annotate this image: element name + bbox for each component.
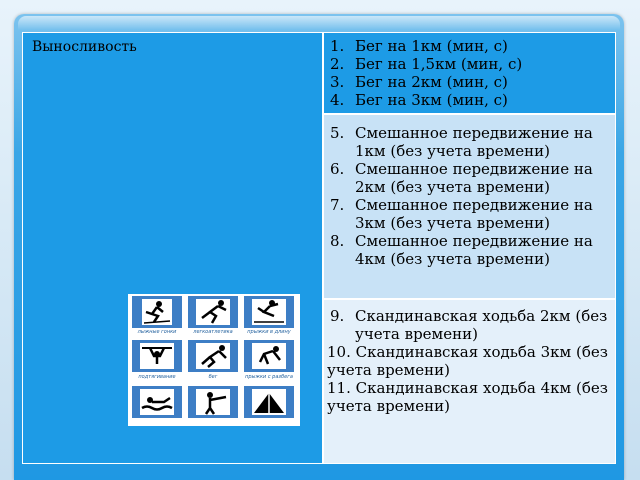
sport-caption: прыжки с разбега [245,374,293,380]
sport-caption: бег [208,374,218,380]
weightlifting-icon [132,340,182,372]
list-item: 8. Смешанное передвижение на 4км (без учета времени) [330,232,593,268]
list-item: 6. Смешанное передвижение на 2км (без учета времени) [330,160,593,196]
tourism-tent-icon [244,386,294,418]
list-item: 11. Скандинавская ходьба 4км (без учета времени) [327,379,608,415]
list-item: 3. Бег на 2км (мин, с) [330,73,508,91]
sport-caption: подтягивание [138,374,176,380]
nordic-walking-cell [323,299,616,464]
running-tests-list [324,37,617,109]
long-jump-icon [244,296,294,328]
sports-pictogram-panel [128,294,300,426]
list-item: 4. Бег на 3км (мин, с) [330,91,508,109]
list-item: 2. Бег на 1,5км (мин, с) [330,55,523,73]
running-tests-cell [323,32,616,114]
sport-caption: легкоатлетика [193,329,233,335]
list-item: 10. Скандинавская ходьба 3км (без учета времени) [327,343,608,379]
list-item: 1. Бег на 1км (мин, с) [330,37,508,55]
list-item: 5. Смешанное передвижение на 1км (без учета времени) [330,124,593,160]
skiing-icon [132,296,182,328]
sport-caption: лыжные гонки [137,329,177,335]
high-jump-icon [244,340,294,372]
list-item: 7. Смешанное передвижение на 3км (без учета времени) [330,196,593,232]
mixed-movement-list [324,124,617,268]
sport-caption: прыжки в длину [247,329,291,335]
swimming-icon [132,386,182,418]
running-icon [188,296,238,328]
shooting-icon [188,386,238,418]
mixed-movement-cell [323,114,616,299]
nordic-walking-list [324,307,617,415]
frame-gloss [18,16,620,30]
category-title: Выносливость [32,39,137,55]
list-item: 9. Скандинавская ходьба 2км (без учета времени) [330,307,608,343]
sprint-icon [188,340,238,372]
